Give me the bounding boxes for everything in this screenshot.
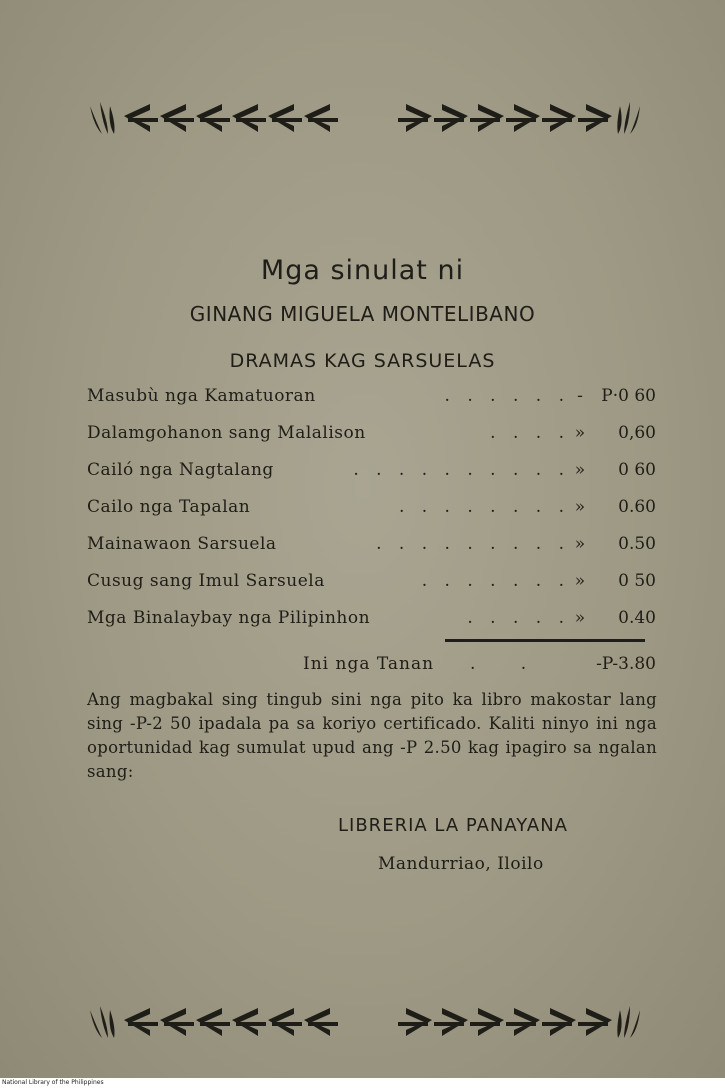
item-mark: »: [574, 534, 586, 554]
item-name: Mga Binalaybay nga Pilipinhon: [87, 608, 371, 628]
item-dots: . . . . . . . . .: [376, 534, 570, 554]
item-dots: . . . .: [490, 423, 570, 443]
item-name: Masubù nga Kamatuoran: [87, 386, 316, 406]
item-name: Dalamgohanon sang Malalison: [87, 423, 366, 443]
item-dots: . . . . . . . .: [398, 497, 570, 517]
publisher-location: Mandurriao, Iloilo: [378, 854, 544, 874]
page-title: Mga sinulat ni: [260, 255, 465, 286]
item-price: 0.40: [618, 608, 656, 628]
item-name: Mainawaon Sarsuela: [87, 534, 277, 554]
footer-credit: National Library of the Philippines: [2, 1079, 104, 1086]
item-mark: »: [574, 608, 586, 628]
list-item: [0, 423, 725, 453]
item-price: 0.50: [618, 534, 656, 554]
item-price: 0,60: [618, 423, 656, 443]
item-mark: »: [574, 460, 586, 480]
item-price: P·0 60: [601, 386, 656, 406]
item-mark: -: [577, 386, 583, 406]
total-rule: [445, 639, 645, 642]
item-price: 0 50: [618, 571, 656, 591]
list-item: [0, 571, 725, 601]
list-item: [0, 497, 725, 527]
publisher-name: LIBRERIA LA PANAYANA: [338, 815, 568, 836]
item-price: 0.60: [618, 497, 656, 517]
item-name: Cailó nga Nagtalang: [87, 460, 274, 480]
item-mark: »: [574, 497, 586, 517]
list-item: [0, 460, 725, 490]
item-name: Cusug sang Imul Sarsuela: [87, 571, 325, 591]
item-dots: . . . . . . . . . .: [353, 460, 570, 480]
item-dots: . . . . . .: [444, 386, 570, 406]
total-price: -P-3.80: [596, 654, 656, 674]
item-dots: . . . . .: [467, 608, 570, 628]
item-mark: »: [574, 423, 586, 443]
list-item: [0, 534, 725, 564]
item-mark: »: [574, 571, 586, 591]
list-item: [0, 386, 725, 416]
total-label: Ini nga Tanan: [303, 654, 435, 674]
item-dots: . . . . . . .: [421, 571, 570, 591]
offer-paragraph: Ang magbakal sing tingub sini nga pito ka libro makostar lang sing -P-2 50 ipadala pa sa koriyo certificado. Kaliti ninyo ini nga oportunidad kag sumulat upud ang -P 2.50 kag ipagiro sa ngalan sang:: [87, 690, 657, 781]
section-heading: DRAMAS KAG SARSUELAS: [229, 350, 496, 372]
item-price: 0 60: [618, 460, 656, 480]
author-name: GINANG MIGUELA MONTELIBANO: [189, 302, 536, 326]
footer-strip: [0, 1078, 725, 1088]
list-item: [0, 608, 725, 638]
top-ornament-border: [88, 96, 648, 140]
item-name: Cailo nga Tapalan: [87, 497, 251, 517]
total-dots: . .: [470, 654, 547, 674]
bottom-ornament-border: [88, 1000, 648, 1044]
